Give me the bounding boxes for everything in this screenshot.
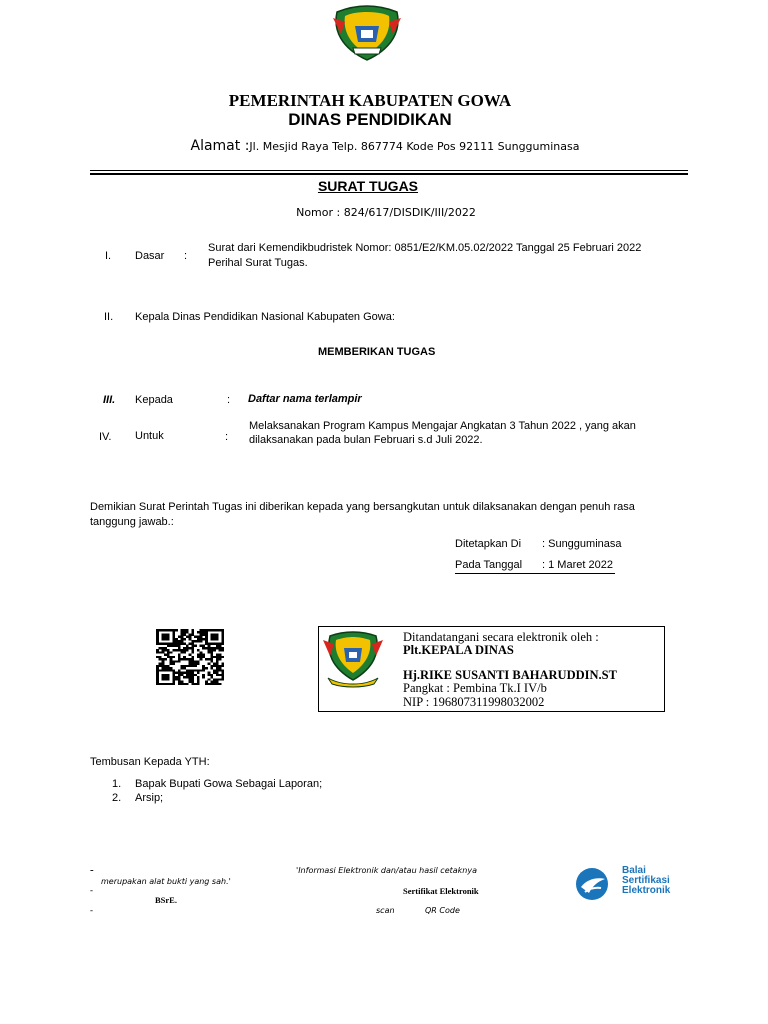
- agency-name: DINAS PENDIDIKAN: [288, 110, 452, 129]
- dasar-colon: :: [184, 250, 188, 262]
- dasar-label: Dasar: [135, 250, 165, 262]
- cc-item-number: 1.: [112, 778, 122, 790]
- footer-note-2: merupakan alat bukti yang sah.': [101, 877, 231, 886]
- document-number: Nomor : 824/617/DISDIK/III/2022: [296, 206, 476, 219]
- untuk-line-1: Melaksanakan Program Kampus Mengajar Angkatan 3 Tahun 2022 , yang akan: [249, 420, 636, 432]
- government-name: PEMERINTAH KABUPATEN GOWA: [228, 91, 512, 110]
- bsre-line-1: Balai: [622, 865, 646, 876]
- qr-code-icon: [156, 629, 224, 685]
- issued-place-value: : Sungguminasa: [542, 538, 622, 550]
- issued-date-value: : 1 Maret 2022: [542, 559, 613, 571]
- footer-bullet: -: [90, 885, 93, 895]
- signature-nip: NIP : 196807311998032002: [403, 695, 545, 709]
- head-text: Kepala Dinas Pendidikan Nasional Kabupaten Gowa:: [135, 311, 395, 323]
- cc-heading: Tembusan Kepada YTH:: [90, 756, 210, 768]
- signature-line-1: Ditandatangani secara elektronik oleh :: [403, 630, 599, 644]
- address-text: Jl. Mesjid Raya Telp. 867774 Kode Pos 92111 Sungguminasa: [249, 140, 580, 153]
- cc-item-number: 2.: [112, 792, 122, 804]
- footer-note-1: 'Informasi Elektronik dan/atau hasil cetaknya: [296, 866, 478, 875]
- untuk-numeral: IV.: [99, 431, 112, 443]
- bsre-line-2: Sertifikasi: [622, 875, 670, 886]
- untuk-label: Untuk: [135, 430, 164, 442]
- dasar-line-2: Perihal Surat Tugas.: [208, 257, 308, 269]
- footer-note-6: QR Code: [425, 906, 460, 915]
- closing-line-2: tanggung jawab.:: [90, 516, 174, 528]
- letterhead-rule-thick: [90, 173, 688, 175]
- signature-role: Plt.KEPALA DINAS: [403, 643, 514, 657]
- gowa-regency-emblem-icon: [322, 628, 384, 688]
- address-label: Alamat :: [190, 138, 250, 154]
- untuk-line-2: dilaksanakan pada bulan Februari s.d Juli 2022.: [249, 434, 483, 446]
- footer-note-5: scan: [376, 906, 395, 915]
- footer-bullet: -: [90, 864, 94, 876]
- dasar-line-1: Surat dari Kemendikbudristek Nomor: 0851/E2/KM.05.02/2022 Tanggal 25 Februari 2022: [208, 242, 642, 254]
- issued-date-underline: [455, 573, 615, 574]
- footer-bullet: -: [90, 905, 93, 915]
- document-title: SURAT TUGAS: [317, 178, 419, 194]
- dasar-numeral: I.: [105, 250, 112, 262]
- cc-item-text: Bapak Bupati Gowa Sebagai Laporan;: [135, 778, 323, 790]
- letterhead-rule: [90, 170, 688, 171]
- bsre-line-3: Elektronik: [622, 885, 671, 896]
- address-line: [0, 138, 768, 154]
- bsre-emblem-icon: [575, 867, 609, 901]
- kepada-colon: :: [227, 394, 231, 406]
- head-numeral: II.: [104, 311, 114, 323]
- assign-heading: MEMBERIKAN TUGAS: [318, 346, 436, 358]
- issued-date-label: Pada Tanggal: [455, 559, 523, 571]
- closing-line-1: Demikian Surat Perintah Tugas ini diberikan kepada yang bersangkutan untuk dilaksanakan dengan penuh rasa: [90, 501, 635, 513]
- kepada-value: Daftar nama terlampir: [248, 393, 362, 405]
- signature-name: Hj.RIKE SUSANTI BAHARUDDIN.ST: [403, 668, 617, 682]
- cc-item-text: Arsip;: [135, 792, 164, 804]
- untuk-colon: :: [225, 431, 229, 443]
- footer-note-3: Sertifikat Elektronik: [403, 886, 479, 896]
- signature-rank: Pangkat : Pembina Tk.I IV/b: [403, 681, 547, 695]
- bsre-logo: [575, 866, 685, 902]
- footer-note-4: BSrE.: [155, 895, 177, 905]
- kepada-numeral: III.: [103, 394, 116, 406]
- issued-place-label: Ditetapkan Di: [455, 538, 522, 550]
- kepada-label: Kepada: [135, 394, 173, 406]
- gowa-regency-emblem-icon: [331, 4, 403, 62]
